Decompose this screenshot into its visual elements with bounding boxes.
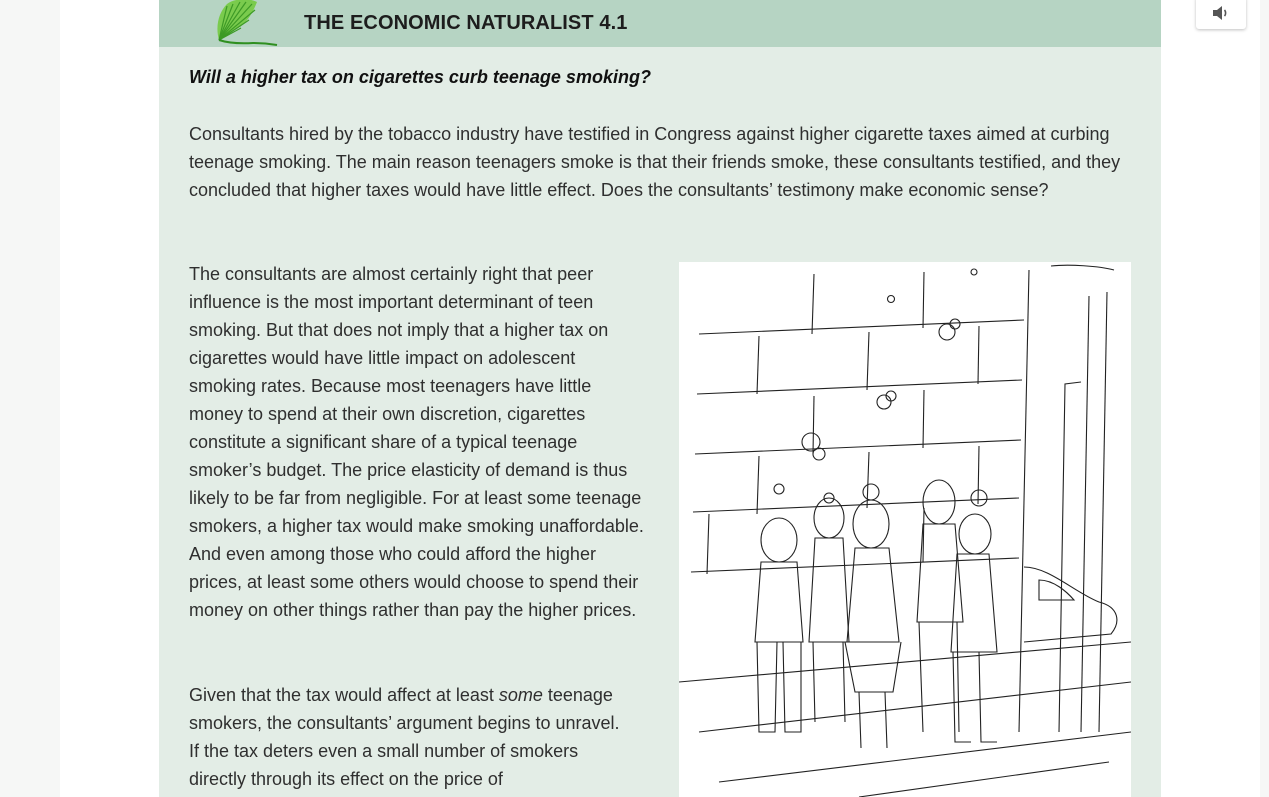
cartoon-teens-smoking: [679, 262, 1131, 797]
speaker-icon: [1212, 5, 1230, 21]
audio-play-button[interactable]: [1196, 0, 1246, 29]
economic-naturalist-box: [159, 0, 1161, 797]
box-header: [159, 0, 1161, 47]
box-title: THE ECONOMIC NATURALIST 4.1: [304, 12, 628, 34]
paragraph-analysis: The consultants are almost certainly right that peer influence is the most important determinant of teen smoking. But that does not imply that a higher tax on cigarettes would have little impact on adolescent smoking rates. Because most teenagers have little money to spend at their own discretion, cigarettes constitute a significant share of a typical teenage smoker’s budget. The price elasticity of demand is thus likely to be far from negligible. For at least some teenage smokers, a higher tax would make smoking unaffordable. And even among those who could afford the higher prices, at least some others would choose to spend their money on other things rather than pay the higher prices.: [189, 264, 644, 620]
ginkgo-leaf-icon: [213, 0, 279, 48]
paragraph-conclusion-start: Given that the tax would affect at least: [189, 685, 499, 705]
emphasis-some: some: [498, 685, 543, 705]
question-heading: Will a higher tax on cigarettes curb teenage smoking?: [189, 67, 651, 87]
paragraph-intro: Consultants hired by the tobacco industry have testified in Congress against higher cigarette taxes aimed at curbing teenage smoking. The main reason teenagers smoke is that their friends smoke, these consultants testified, and they concluded that higher taxes would have little effect. Does the consultants’ testimony make economic sense?: [189, 124, 1121, 200]
paragraph-conclusion: [189, 681, 629, 793]
paragraph-conclusion-rest: teenage smokers, the consultants’ argument begins to unravel. If the tax deters even a small number of smokers directly through its effect on the price of: [189, 685, 620, 789]
